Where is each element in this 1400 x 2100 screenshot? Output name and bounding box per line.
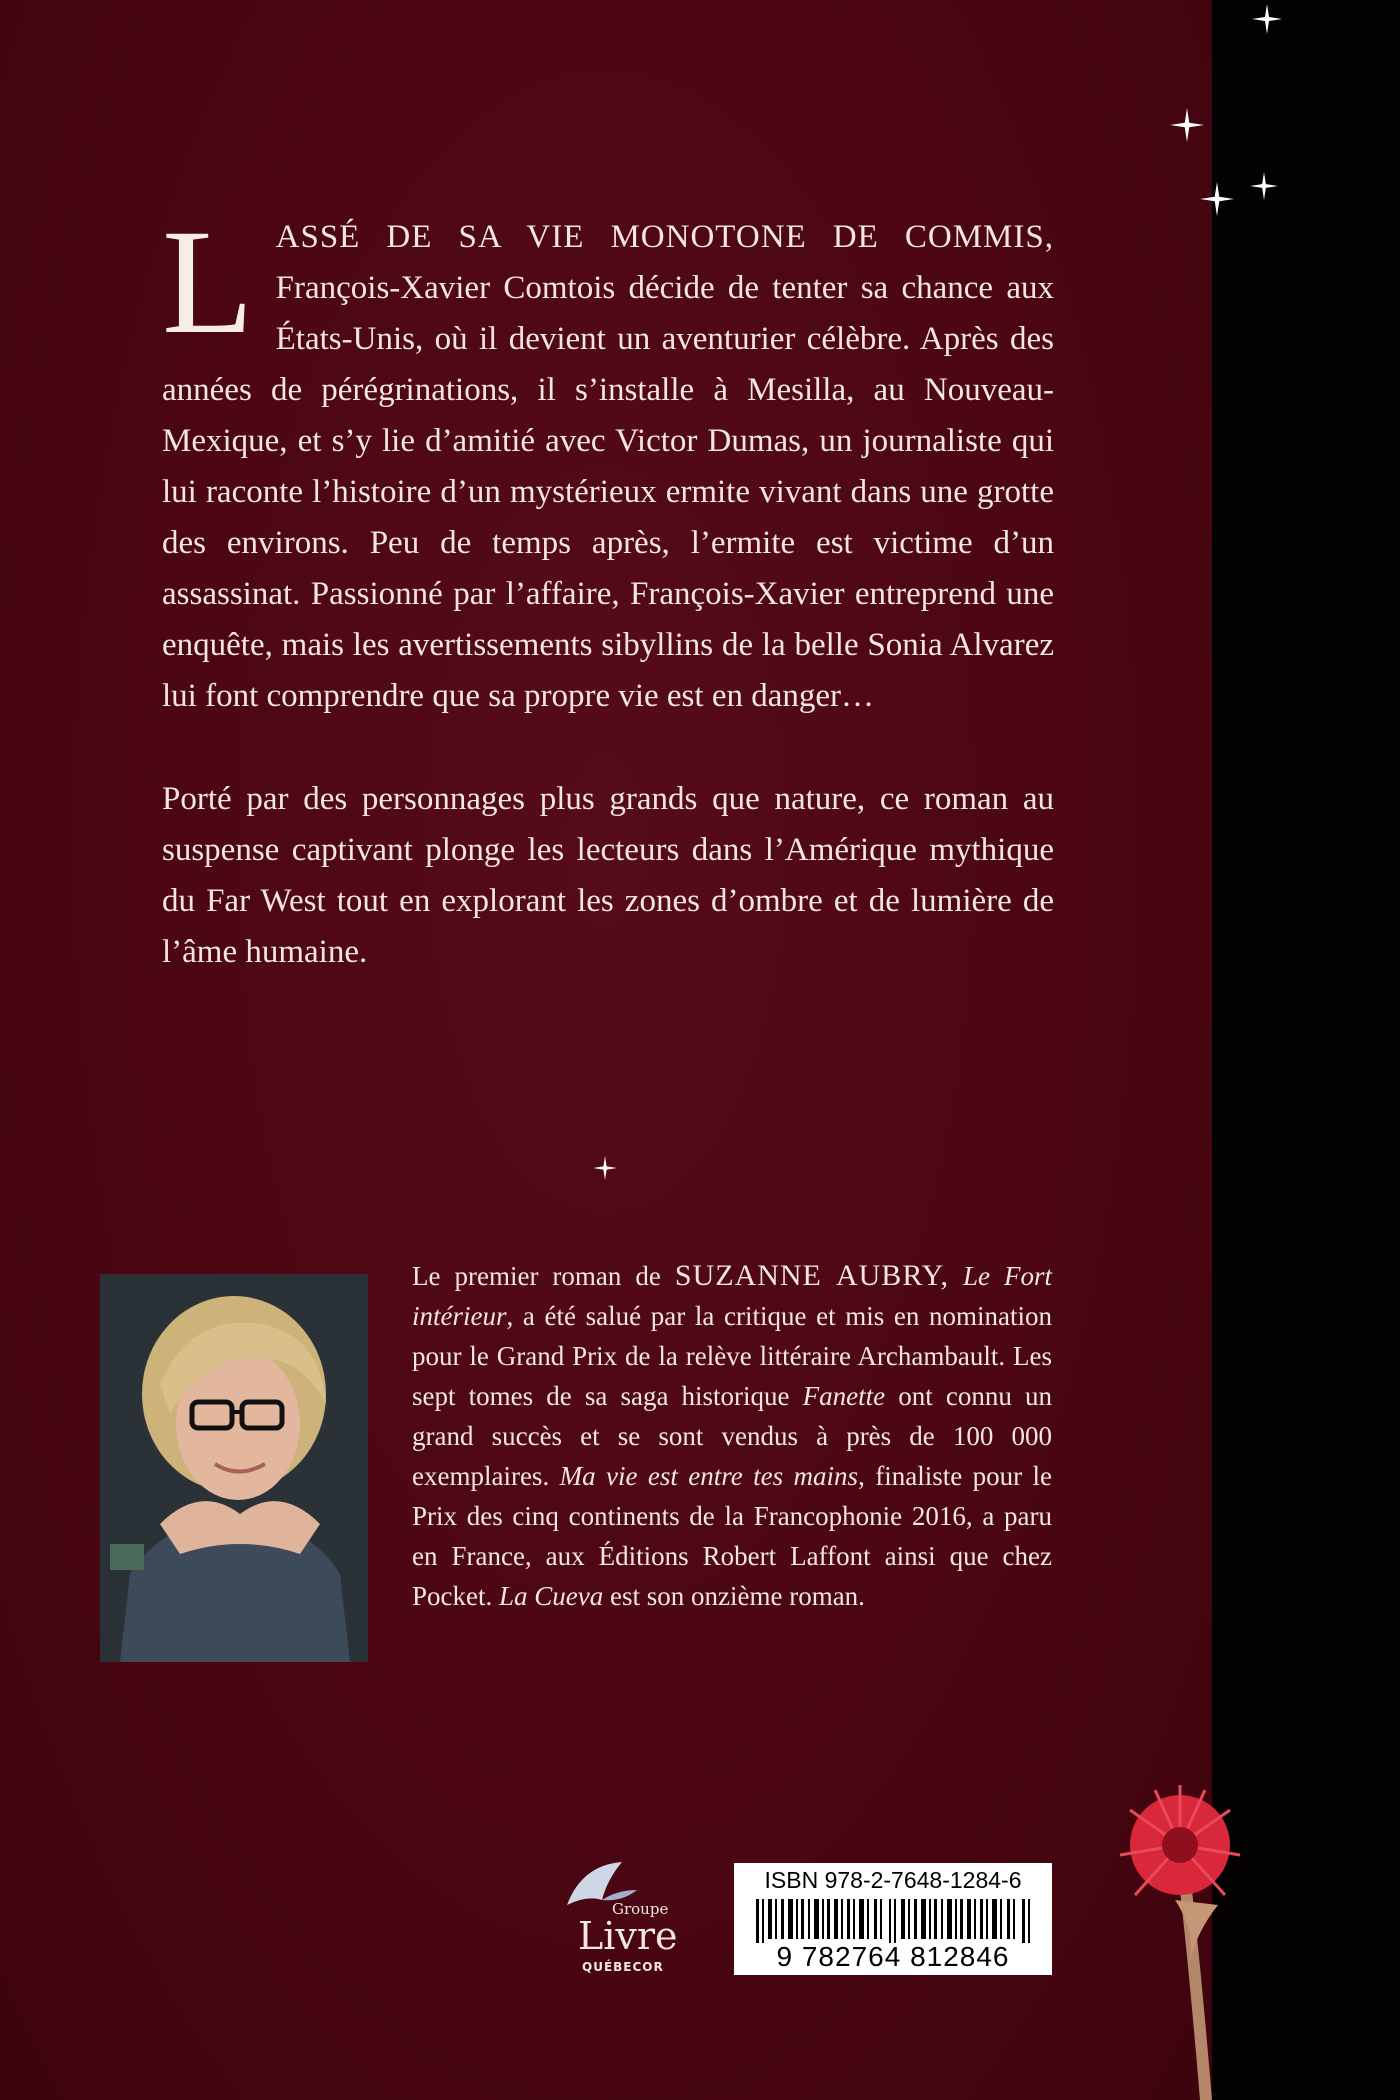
book-title: Le Fort xyxy=(962,1261,1052,1291)
star-icon xyxy=(1250,172,1278,200)
barcode-bars xyxy=(734,1899,1052,1943)
author-bio xyxy=(412,1256,1052,1616)
logo-quebecor-text: QUÉBECOR xyxy=(582,1960,664,1974)
author-photo xyxy=(100,1274,368,1662)
book-title: La Cueva xyxy=(499,1581,604,1611)
bio-paragraph xyxy=(412,1256,1052,1616)
author-name: SUZANNE AUBRY, xyxy=(674,1259,949,1292)
bio-text: , finaliste pour le Prix des cinq continents de la Francophonie 2016, a paru en France, aux Éditions Robert Laffont ainsi que chez Pocket. xyxy=(412,1461,1052,1611)
bio-text: est son onzième roman. xyxy=(603,1581,865,1611)
bio-text: Le premier roman de xyxy=(412,1261,675,1291)
logo-livre-text: Livre xyxy=(578,1914,678,1958)
book-blurb xyxy=(162,199,1054,978)
star-icon xyxy=(1252,4,1282,34)
barcode-digits: 9 782764 812846 xyxy=(776,1941,1010,1972)
star-icon xyxy=(1170,108,1204,142)
book-title: Fanette xyxy=(802,1381,886,1411)
book-title: Ma vie est entre tes mains xyxy=(559,1461,859,1491)
blurb-paragraph-2: Porté par des personnages plus grands que nature, ce roman au suspense captivant plonge les lecteurs dans l’Amérique mythique du Far West tout en explorant les zones d’ombre et de lumière de l’âme humaine. xyxy=(162,781,1054,970)
blurb-opening-words: ASSÉ DE SA VIE MONOTONE DE COMMIS, xyxy=(275,219,1054,255)
logo-group-text: Groupe xyxy=(612,1900,669,1918)
drop-cap: L xyxy=(162,199,254,365)
blurb-text: François-Xavier Comtois décide de tenter sa chance aux États-Unis, où il devient un aventurier célèbre. Après des années de pérégrinations, il s’installe à Mesilla, au Nouveau-Mexique, et s’y lie d’amitié avec Victor Dumas, un journaliste qui lui raconte l’histoire d’un mystérieux ermite vivant dans une grotte des environs. Peu de temps après, l’ermite est victime d’un assassinat. Passionné par l’affaire, François-Xavier entreprend une enquête, mais les avertissements sibyllins de la belle Sonia Alvarez lui font comprendre que sa propre vie est en danger… xyxy=(162,270,1054,714)
star-icon xyxy=(593,1156,617,1180)
book-title: intérieur xyxy=(412,1301,507,1331)
bio-text xyxy=(949,1261,963,1291)
blurb-paragraph-1 xyxy=(162,199,1054,722)
flower-illustration xyxy=(1080,1780,1280,2100)
isbn-barcode xyxy=(734,1863,1052,1975)
star-icon xyxy=(1200,182,1234,216)
publisher-logo xyxy=(552,1860,678,1990)
bio-text: , a été salué par la critique et mis en nomination pour le Grand Prix de la relève littéraire Archambault. Les sept tomes de sa saga historique xyxy=(412,1301,1052,1411)
bio-text: ont connu un grand succès et se sont vendus à près de 100 000 exemplaires. xyxy=(412,1381,1052,1491)
isbn-label: ISBN 978-2-7648-1284-6 xyxy=(764,1867,1022,1893)
